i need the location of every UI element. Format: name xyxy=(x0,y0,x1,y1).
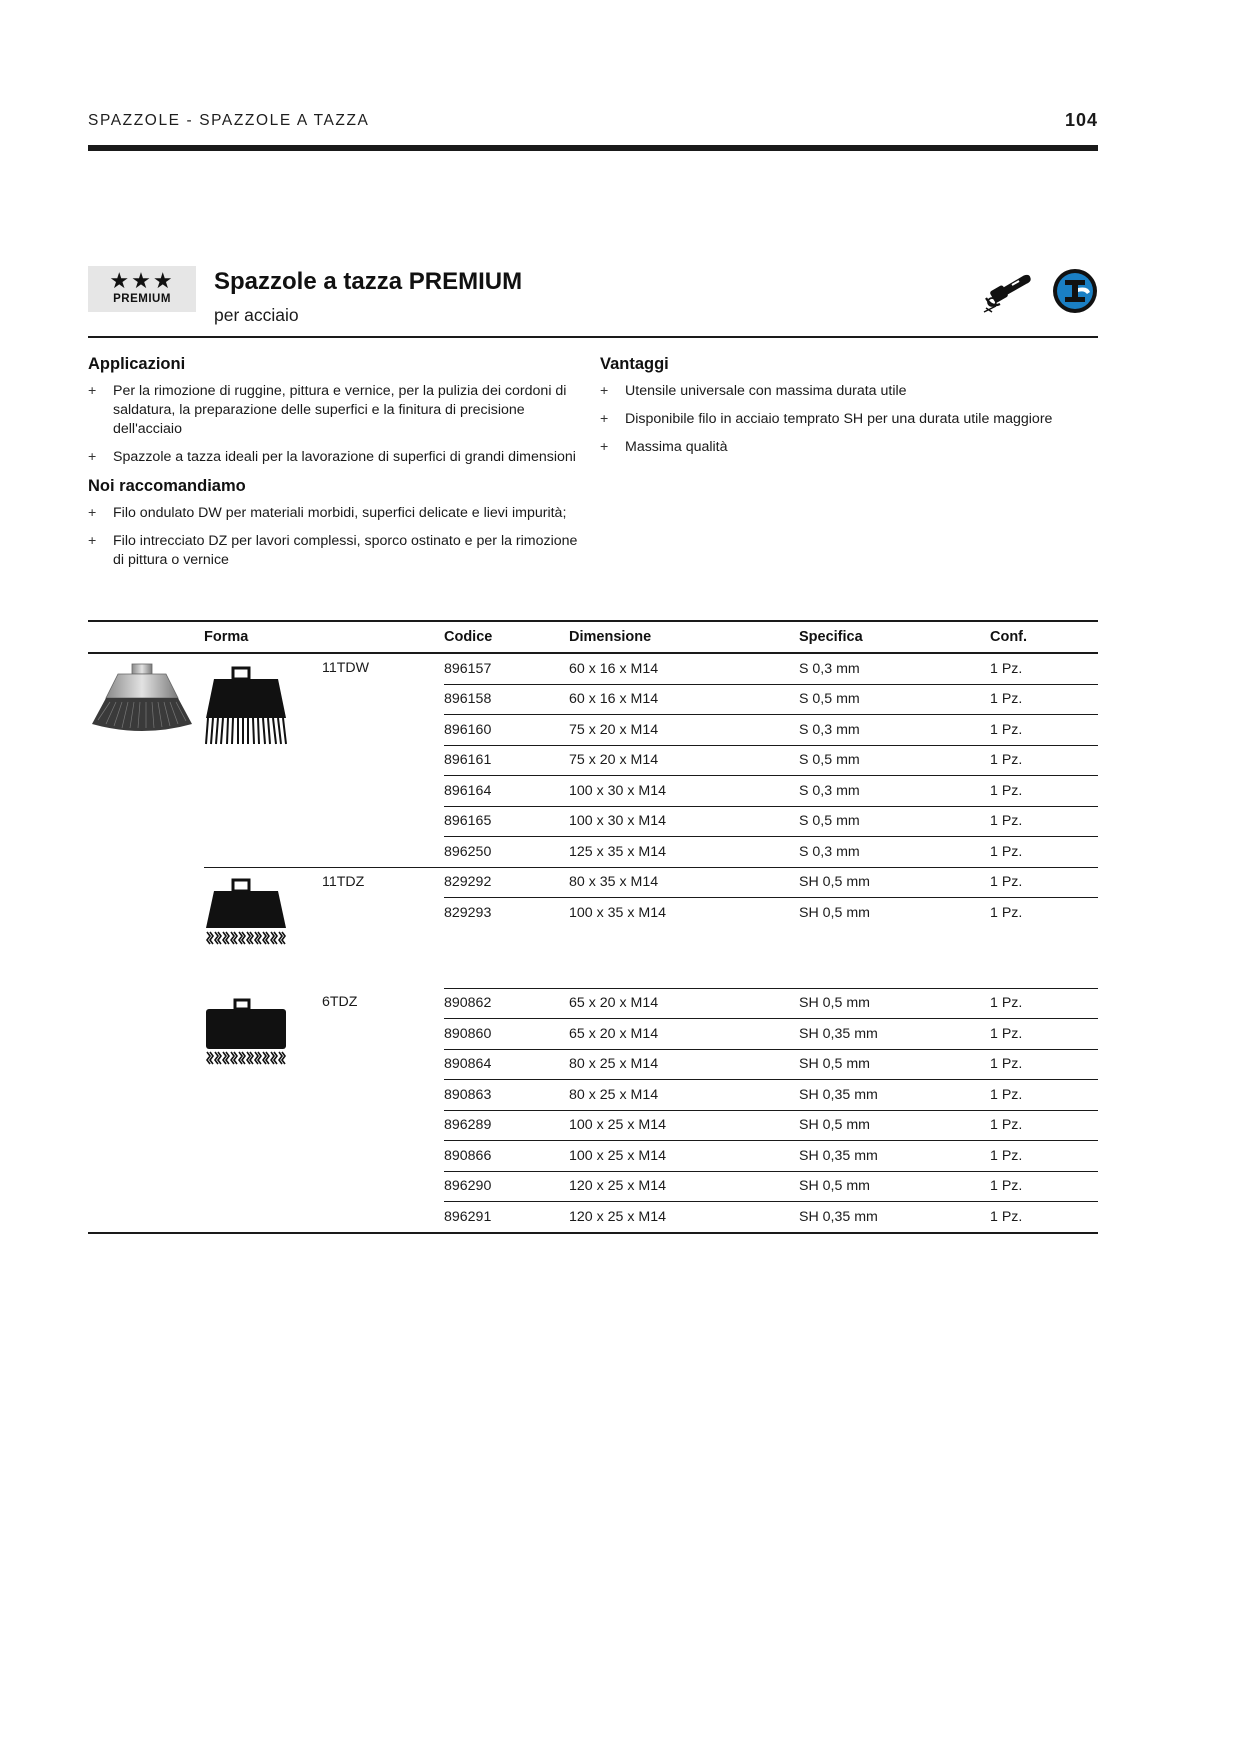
dimensione-cell: 120 x 25 x M14 xyxy=(569,1171,799,1202)
column-header-dimensione: Dimensione xyxy=(569,621,799,653)
conf-cell: 1 Pz. xyxy=(990,1019,1098,1050)
codice-cell: 890866 xyxy=(444,1141,569,1172)
conf-cell: 1 Pz. xyxy=(990,867,1098,898)
conf-cell: 1 Pz. xyxy=(990,988,1098,1019)
dimensione-cell: 60 x 16 x M14 xyxy=(569,653,799,684)
codice-cell: 896290 xyxy=(444,1171,569,1202)
plus-icon: + xyxy=(88,505,97,521)
specifica-cell: SH 0,35 mm xyxy=(799,1019,990,1050)
vantaggi-heading: Vantaggi xyxy=(600,355,669,373)
conf-cell: 1 Pz. xyxy=(990,653,1098,684)
section-title: SPAZZOLE - SPAZZOLE A TAZZA xyxy=(88,112,370,129)
codice-cell: 896165 xyxy=(444,806,569,837)
conf-cell: 1 Pz. xyxy=(990,1141,1098,1172)
specifica-cell: S 0,5 mm xyxy=(799,684,990,715)
plus-icon: + xyxy=(88,449,97,465)
codice-cell: 896289 xyxy=(444,1110,569,1141)
specifica-cell: S 0,3 mm xyxy=(799,715,990,746)
conf-cell: 1 Pz. xyxy=(990,1171,1098,1202)
specifica-cell: S 0,3 mm xyxy=(799,837,990,868)
conf-cell: 1 Pz. xyxy=(990,715,1098,746)
page-number: 104 xyxy=(1064,110,1098,130)
codice-cell: 896158 xyxy=(444,684,569,715)
codice-cell: 890860 xyxy=(444,1019,569,1050)
column-header-forma: Forma xyxy=(204,621,322,653)
table-row xyxy=(88,988,1098,1019)
dimensione-cell: 120 x 25 x M14 xyxy=(569,1208,667,1225)
conf-cell: 1 Pz. xyxy=(990,745,1098,776)
steel-material-icon xyxy=(1052,268,1098,314)
plus-icon: + xyxy=(600,411,609,427)
raccomandiamo-list xyxy=(88,504,588,570)
conf-cell: 1 Pz. xyxy=(990,837,1098,868)
specifica-cell: SH 0,5 mm xyxy=(799,867,990,898)
list-item: + Filo ondulato DW per materiali morbidi, superfici delicate e lievi impurità; xyxy=(88,505,567,521)
6tdz-shape-icon xyxy=(204,996,288,1096)
codice-cell: 829293 xyxy=(444,904,492,921)
conf-cell: 1 Pz. xyxy=(990,806,1098,837)
left-column xyxy=(88,355,588,580)
list-item: + Disponibile filo in acciaio temprato SH per una durata utile maggiore xyxy=(600,411,1053,427)
conf-cell: 1 Pz. xyxy=(990,1208,1023,1225)
product-subtitle: per acciaio xyxy=(214,305,299,325)
dimensione-cell: 80 x 25 x M14 xyxy=(569,1080,799,1111)
specifica-cell: SH 0,5 mm xyxy=(799,988,990,1019)
list-item: + Per la rimozione di ruggine, pittura e vernice, per la pulizia dei cordoni di saldatura, la preparazione delle superfici e la finitura di precisione dell'acciaio xyxy=(88,383,567,437)
column-header-conf: Conf. xyxy=(990,621,1098,653)
codice-cell: 890863 xyxy=(444,1080,569,1111)
codice-cell: 896250 xyxy=(444,837,569,868)
conf-cell: 1 Pz. xyxy=(990,1080,1098,1111)
angle-grinder-icon xyxy=(982,268,1032,314)
type-label: 11TDW xyxy=(322,660,370,676)
column-header-codice: Codice xyxy=(444,621,569,653)
codice-cell: 829292 xyxy=(444,867,569,898)
specifica-cell: S 0,5 mm xyxy=(799,806,990,837)
plus-icon: + xyxy=(88,533,97,549)
codice-cell: 896157 xyxy=(444,653,569,684)
list-item: + Filo intrecciato DZ per lavori complessi, sporco ostinato e per la rimozione di pittura o vernice xyxy=(88,533,578,568)
codice-cell: 896160 xyxy=(444,715,569,746)
codice-cell: 896291 xyxy=(444,1208,492,1225)
dimensione-cell: 100 x 30 x M14 xyxy=(569,806,799,837)
list-item: + Spazzole a tazza ideali per la lavorazione di superfici di grandi dimensioni xyxy=(88,449,576,465)
11tdz-shape-icon xyxy=(204,876,288,976)
dimensione-cell: 60 x 16 x M14 xyxy=(569,684,799,715)
dimensione-cell: 65 x 20 x M14 xyxy=(569,988,799,1019)
applicazioni-list xyxy=(88,382,588,467)
shape-cell xyxy=(204,653,322,867)
plus-icon: + xyxy=(600,383,609,399)
specifica-cell: SH 0,5 mm xyxy=(799,1110,990,1141)
page-header xyxy=(88,112,1098,130)
raccomandiamo-heading: Noi raccomandiamo xyxy=(88,477,246,495)
11tdw-shape-icon xyxy=(204,662,288,762)
specifica-cell: SH 0,35 mm xyxy=(799,1080,990,1111)
specifica-cell: SH 0,35 mm xyxy=(799,1141,990,1172)
dimensione-cell: 100 x 25 x M14 xyxy=(569,1110,799,1141)
codice-cell: 896164 xyxy=(444,776,569,807)
product-photo-cell xyxy=(88,653,204,1233)
codice-cell: 890864 xyxy=(444,1049,569,1080)
specifica-cell: S 0,5 mm xyxy=(799,745,990,776)
conf-cell: 1 Pz. xyxy=(990,776,1098,807)
product-table xyxy=(88,620,1098,1234)
dimensione-cell: 75 x 20 x M14 xyxy=(569,715,799,746)
list-item: + Utensile universale con massima durata utile xyxy=(600,383,907,399)
dimensione-cell: 75 x 20 x M14 xyxy=(569,745,799,776)
conf-cell: 1 Pz. xyxy=(990,1049,1098,1080)
stars-icon: ★★★ xyxy=(109,268,175,293)
plus-icon: + xyxy=(600,439,609,455)
right-column xyxy=(600,355,1098,467)
codice-cell: 896161 xyxy=(444,745,569,776)
premium-badge xyxy=(88,266,196,312)
specifica-cell: S 0,3 mm xyxy=(799,653,990,684)
specifica-cell: SH 0,35 mm xyxy=(799,1208,878,1225)
specifica-cell: SH 0,5 mm xyxy=(799,1171,990,1202)
codice-cell: 890862 xyxy=(444,988,569,1019)
list-item: + Massima qualità xyxy=(600,439,728,455)
shape-cell xyxy=(204,867,322,988)
shape-cell xyxy=(204,988,322,1233)
cup-brush-photo xyxy=(88,658,196,744)
specifica-cell: SH 0,5 mm xyxy=(799,904,870,921)
table-row xyxy=(88,867,1098,898)
type-label: 6TDZ xyxy=(322,994,358,1010)
column-header-specifica: Specifica xyxy=(799,621,990,653)
applicazioni-heading: Applicazioni xyxy=(88,355,186,373)
header-divider xyxy=(88,145,1098,151)
product-title: Spazzole a tazza PREMIUM xyxy=(214,268,523,295)
conf-cell: 1 Pz. xyxy=(990,1110,1098,1141)
plus-icon: + xyxy=(88,383,97,399)
dimensione-cell: 80 x 35 x M14 xyxy=(569,867,799,898)
specifica-cell: S 0,3 mm xyxy=(799,776,990,807)
dimensione-cell: 100 x 30 x M14 xyxy=(569,776,799,807)
table-row xyxy=(88,653,1098,684)
dimensione-cell: 125 x 35 x M14 xyxy=(569,837,799,868)
vantaggi-list xyxy=(600,382,1098,457)
title-divider xyxy=(88,336,1098,338)
specifica-cell: SH 0,5 mm xyxy=(799,1049,990,1080)
dimensione-cell: 100 x 35 x M14 xyxy=(569,904,667,921)
dimensione-cell: 65 x 20 x M14 xyxy=(569,1019,799,1050)
conf-cell: 1 Pz. xyxy=(990,684,1098,715)
conf-cell: 1 Pz. xyxy=(990,904,1023,921)
type-label: 11TDZ xyxy=(322,867,444,988)
table-header xyxy=(88,621,1098,653)
premium-label: PREMIUM xyxy=(113,293,171,305)
dimensione-cell: 80 x 25 x M14 xyxy=(569,1049,799,1080)
dimensione-cell: 100 x 25 x M14 xyxy=(569,1141,799,1172)
